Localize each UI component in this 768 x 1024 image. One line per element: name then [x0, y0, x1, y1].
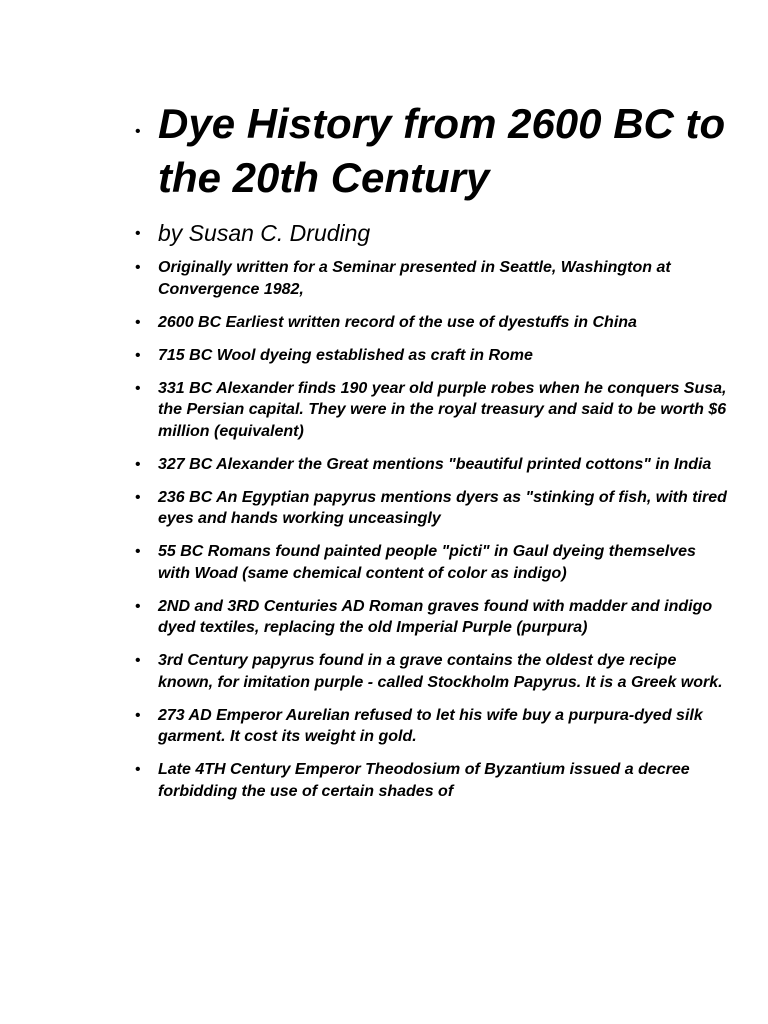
list-item: • 715 BC Wool dyeing established as craft in Rome — [158, 345, 730, 367]
list-item: • 2600 BC Earliest written record of the use of dyestuffs in China — [158, 312, 730, 334]
author-byline: • by Susan C. Druding — [158, 218, 730, 248]
list-item: • 236 BC An Egyptian papyrus mentions dyers as "stinking of fish, with tired eyes and hands working unceasingly — [158, 487, 730, 530]
list-item: • 273 AD Emperor Aurelian refused to let his wife buy a purpura-dyed silk garment. It cost its weight in gold. — [158, 705, 730, 748]
list-item: • 3rd Century papyrus found in a grave contains the oldest dye recipe known, for imitation purple - called Stockholm Papyrus. It is a Greek work. — [158, 650, 730, 693]
list-item: • 55 BC Romans found painted people "picti" in Gaul dyeing themselves with Woad (same chemical content of color as indigo) — [158, 541, 730, 584]
list-item: • Late 4TH Century Emperor Theodosium of Byzantium issued a decree forbidding the use of certain shades of — [158, 759, 730, 802]
list-item: • 327 BC Alexander the Great mentions "beautiful printed cottons" in India — [158, 454, 730, 476]
list-item: • 331 BC Alexander finds 190 year old purple robes when he conquers Susa, the Persian capital. They were in the royal treasury and said to be worth $6 million (equivalent) — [158, 378, 730, 443]
list-item: • Originally written for a Seminar presented in Seattle, Washington at Convergence 1982, — [158, 257, 730, 300]
list-item: • 2ND and 3RD Centuries AD Roman graves found with madder and indigo dyed textiles, replacing the old Imperial Purple (purpura) — [158, 596, 730, 639]
page-title: • Dye History from 2600 BC to the 20th Century — [158, 97, 730, 205]
dye-history-list — [158, 97, 730, 814]
